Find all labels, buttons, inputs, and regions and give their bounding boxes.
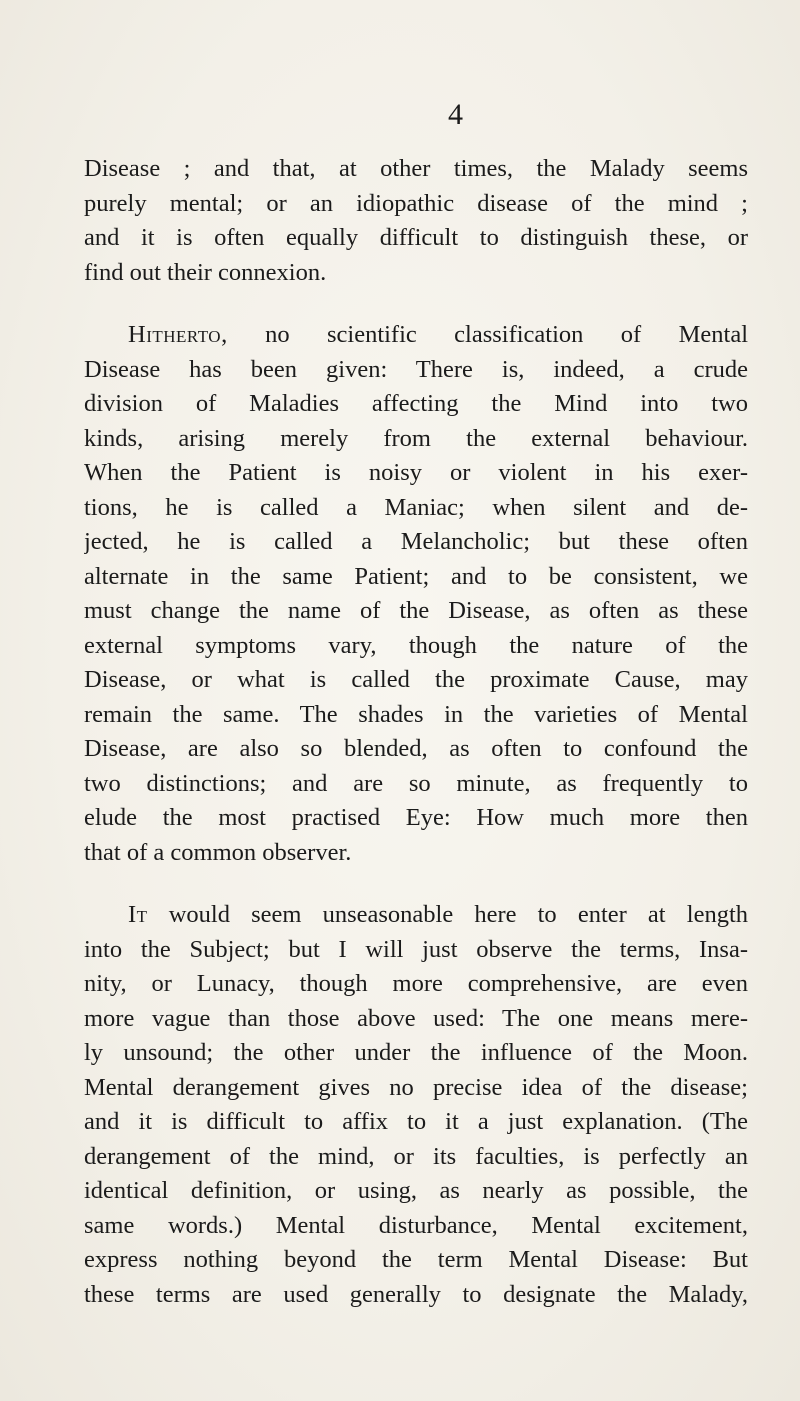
text-line: Disease has been given: There is, indeed, a crude — [84, 355, 748, 383]
text-line: external symptoms vary, though the nature of the — [84, 631, 748, 659]
paragraph-3 — [84, 898, 748, 1312]
text-line-first — [84, 898, 748, 933]
text-line: more vague than those above used: The one means mere- — [84, 1004, 748, 1032]
text-line: two distinctions; and are so minute, as frequently to — [84, 769, 748, 797]
text-line: these terms are used generally to designate the Malady, — [84, 1280, 748, 1308]
text-line: Disease ; and that, at other times, the Malady seems — [84, 155, 748, 182]
text-line-rest: no scientific classification of Mental — [227, 321, 748, 348]
text-line: express nothing beyond the term Mental Disease: But — [84, 1246, 748, 1273]
page-number: 4 — [448, 98, 463, 131]
text-line: elude the most practised Eye: How much more then — [84, 804, 748, 831]
paragraph-2 — [84, 318, 748, 870]
text-line: kinds, arising merely from the external behaviour. — [84, 424, 748, 452]
paragraph-1 — [84, 152, 748, 290]
text-line: division of Maladies affecting the Mind into two — [84, 390, 748, 417]
text-line: alternate in the same Patient; and to be consistent, we — [84, 562, 748, 590]
text-line: and it is difficult to affix to it a just explanation. (The — [84, 1108, 748, 1135]
text-line: Disease, or what is called the proximate Cause, may — [84, 666, 748, 693]
text-line: identical definition, or using, as nearly as possible, the — [84, 1177, 748, 1204]
text-line: purely mental; or an idiopathic disease of the mind ; — [84, 189, 748, 217]
text-line: nity, or Lunacy, though more comprehensive, are even — [84, 970, 748, 997]
text-line: remain the same. The shades in the varieties of Mental — [84, 700, 748, 728]
body-text — [84, 152, 748, 1312]
text-line: same words.) Mental disturbance, Mental excitement, — [84, 1211, 748, 1239]
text-line: find out their connexion. — [84, 258, 327, 286]
text-line: that of a common observer. — [84, 838, 352, 866]
text-line: Mental derangement gives no precise idea of the disease; — [84, 1073, 748, 1101]
lead-word: Hitherto, — [128, 321, 228, 348]
text-line: and it is often equally difficult to distinguish these, or — [84, 224, 748, 251]
text-line-first — [84, 318, 748, 353]
lead-word: It — [128, 901, 148, 928]
text-line: tions, he is called a Maniac; when silent and de- — [84, 493, 748, 521]
text-line-rest: would seem unseasonable here to enter at length — [147, 901, 748, 928]
text-line: must change the name of the Disease, as often as these — [84, 597, 748, 624]
text-line: ly unsound; the other under the influence of the Moon. — [84, 1039, 748, 1066]
text-line: jected, he is called a Melancholic; but these often — [84, 528, 748, 555]
text-line: derangement of the mind, or its faculties, is perfectly an — [84, 1142, 748, 1170]
text-line: When the Patient is noisy or violent in his exer- — [84, 459, 748, 486]
text-line: Disease, are also so blended, as often to confound the — [84, 735, 748, 762]
text-line: into the Subject; but I will just observe the terms, Insa- — [84, 935, 748, 963]
